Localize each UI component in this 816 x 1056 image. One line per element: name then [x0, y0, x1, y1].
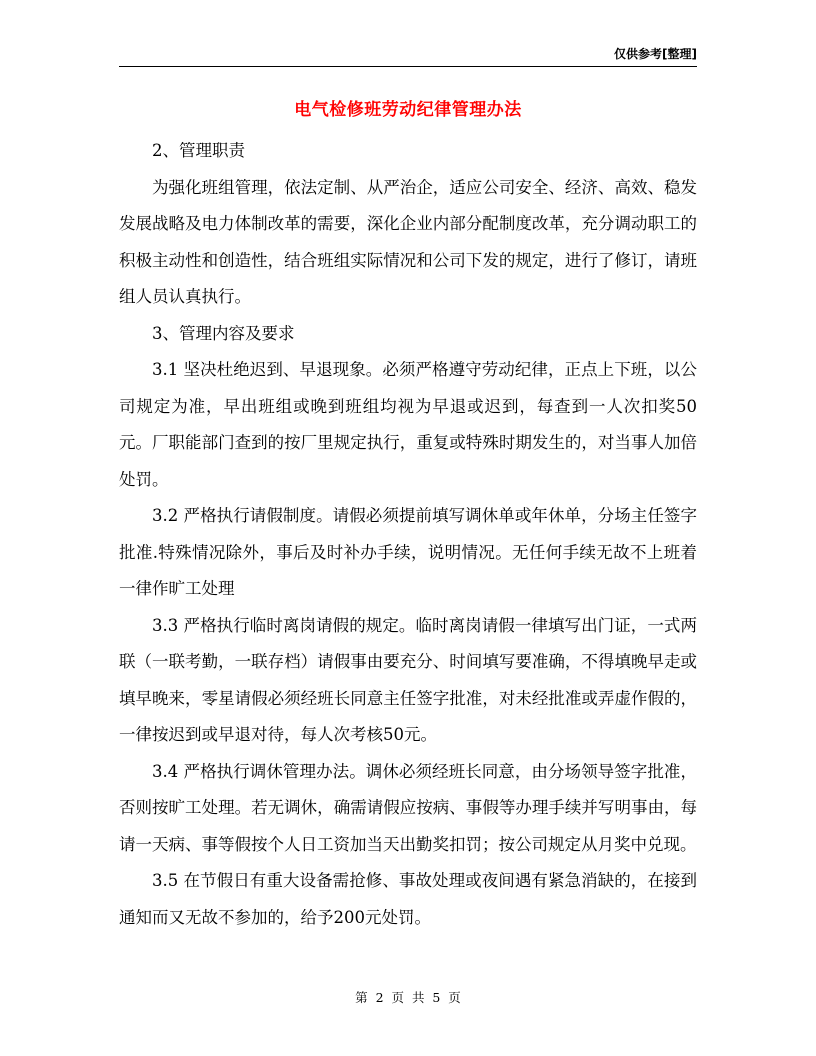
section-heading-duties: 2、管理职责: [152, 141, 245, 160]
clause-3-4: 3.4 严格执行调休管理办法。调休必须经班长同意，由分场领导签字批准，否则按旷工处理。若无调休，确需请假应按病、事假等办理手续并写明事由，每请一天病、事等假按个人日工资加当天出勤奖扣罚；按公司规定从月奖中兑现。: [119, 761, 697, 854]
clause-3-1: 3.1 坚决杜绝迟到、早退现象。必须严格遵守劳动纪律，正点上下班，以公司规定为准，早出班组或晚到班组均视为早退或迟到，每查到一人次扣奖50元。厂职能部门查到的按厂里规定执行，重复或特殊时期发生的，对当事人加倍处罚。: [119, 360, 697, 489]
clause-3-5: 3.5 在节假日有重大设备需抢修、事故处理或夜间遇有紧急消缺的，在接到通知而又无故不参加的，给予200元处罚。: [119, 871, 697, 927]
clause-3-2: 3.2 严格执行请假制度。请假必须提前填写调休单或年休单，分场主任签字批准.特殊情况除外，事后及时补办手续，说明情况。无任何手续无故不上班着一律作旷工处理: [119, 506, 697, 598]
document-body: [119, 133, 697, 936]
section-heading-requirements: 3、管理内容及要求: [152, 323, 295, 343]
paragraph-purpose: 为强化班组管理，依法定制、从严治企，适应公司安全、经济、高效、稳发发展战略及电力体制改革的需要，深化企业内部分配制度改革，充分调动职工的积极主动性和创造性，结合班组实际情况和公司下发的规定，进行了修订，请班组人员认真执行。: [119, 177, 697, 306]
page-number: 第 2 页 共 5 页: [355, 990, 461, 1005]
document-title: 电气检修班劳动纪律管理办法: [294, 100, 522, 120]
header-divider: [119, 66, 697, 67]
clause-3-3: 3.3 严格执行临时离岗请假的规定。临时离岗请假一律填写出门证，一式两联（一联考勤，一联存档）请假事由要充分、时间填写要准确，不得填晚早走或填早晚来，零星请假必须经班长同意主任签字批准，对未经批准或弄虚作假的，一律按迟到或早退对待，每人次考核50元。: [119, 615, 697, 744]
header-note: 仅供参考[整理]: [614, 47, 697, 61]
